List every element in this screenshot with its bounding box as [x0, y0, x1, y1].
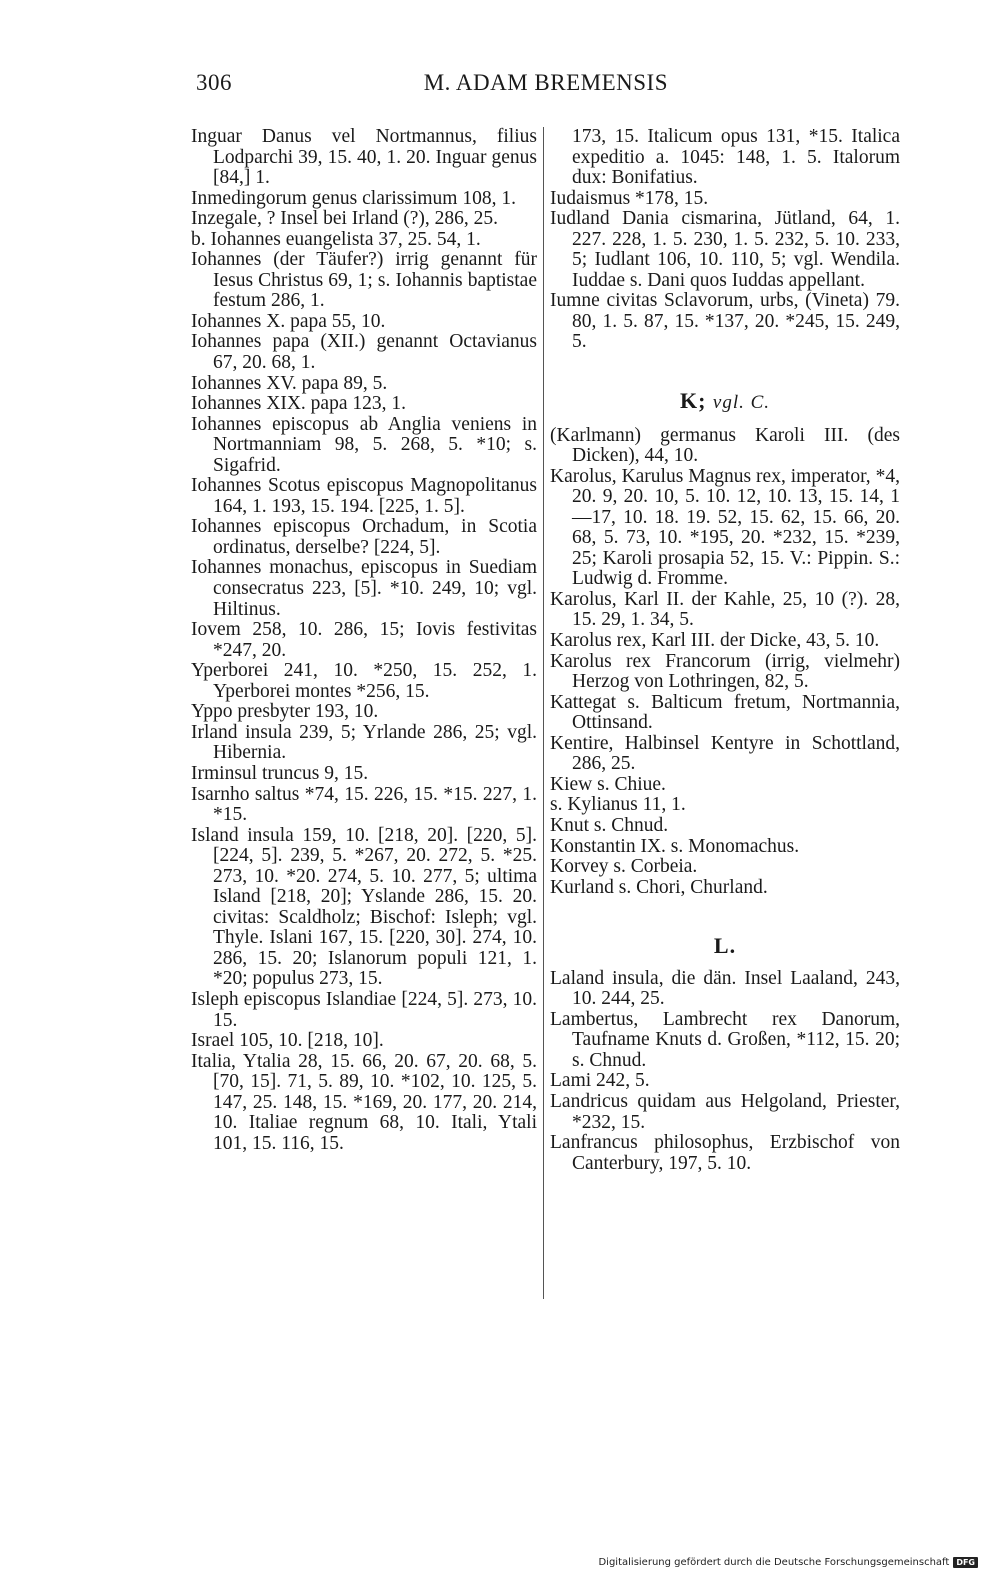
index-entry: Karolus, Karl II. der Kahle, 25, 10 (?). 28, 15. 29, 1. 34, 5.: [550, 588, 900, 631]
index-entry: Laland insula, die dän. Insel Laaland, 243, 10. 244, 25.: [550, 967, 900, 1010]
index-entry: Iohannes papa (XII.) genannt Octavianus 67, 20. 68, 1.: [191, 331, 537, 374]
column-divider: [543, 127, 544, 1299]
index-entry: Kiew s. Chiue.: [550, 773, 666, 795]
index-entry: Island insula 159, 10. [218, 20]. [220, 5]. [224, 5]. 239, 5. *267, 20. 272, 5. *25. 273, 10. *20. 274, 5. 10. 277, 5; ultima Island [218, 20]; Yslande 286, 15. 20. civitas: Scaldholz; Bischof: Isleph; vgl. Thyle. Islani 167, 15. [220, 30]. 274, 10. 286, 15. 20; Islanorum populi 121, 1. *20; populus 273, 15.: [191, 824, 537, 990]
index-entry: Karolus rex Francorum (irrig, vielmehr) Herzog von Lothringen, 82, 5.: [550, 650, 900, 693]
page-number: 306: [196, 70, 232, 95]
index-entry: Iudaismus *178, 15.: [550, 187, 709, 209]
index-entry: Iohannes monachus, episcopus in Suediam consecratus 223, [5]. *10. 249, 10; vgl. Hiltinus.: [191, 557, 537, 620]
index-column-left: [191, 127, 537, 1154]
section-note: vgl. C.: [712, 392, 771, 414]
index-entry: Konstantin IX. s. Monomachus.: [550, 835, 800, 857]
index-entry: Italia, Ytalia 28, 15. 66, 20. 67, 20. 68, 5. [70, 15]. 71, 5. 89, 10. *102, 10. 125, 5. 147, 25. 148, 15. *169, 20. 177, 20. 214, 10. Italiae regnum 68, 10. Itali, Ytali 101, 15. 116, 15.: [191, 1050, 537, 1154]
index-entry: Iumne civitas Sclavorum, urbs, (Vineta) 79. 80, 1. 5. 87, 15. *137, 20. *245, 15. 249, 5.: [550, 290, 900, 353]
section-letter: L.: [713, 933, 737, 959]
index-entry: Inguar Danus vel Nortmannus, filius Lodparchi 39, 15. 40, 1. 20. Inguar genus [84,] 1.: [191, 126, 537, 189]
index-entry: Kurland s. Chori, Churland.: [550, 876, 768, 898]
index-entry: Israel 105, 10. [218, 10].: [191, 1030, 384, 1052]
index-entry: Irminsul truncus 9, 15.: [191, 762, 369, 784]
index-column-right: [550, 127, 900, 1174]
index-entry: Iohannes X. papa 55, 10.: [191, 310, 386, 332]
index-entry: Yperborei 241, 10. *250, 15. 252, 1. Yperborei montes *256, 15.: [191, 660, 537, 702]
index-entry: Iohannes XV. papa 89, 5.: [191, 372, 388, 394]
index-entry: Isarnho saltus *74, 15. 226, 15. *15. 227, 1. *15.: [191, 783, 537, 826]
index-entry: Iohannes episcopus ab Anglia veniens in Nortmanniam 98, 5. 268, 5. *10; s. Sigafrid.: [191, 413, 537, 476]
index-entry: (Karlmann) germanus Karoli III. (des Dicken), 44, 10.: [550, 424, 900, 467]
index-entry: Yppo presbyter 193, 10.: [191, 701, 379, 723]
index-entry: Korvey s. Corbeia.: [550, 856, 698, 878]
index-entry: Karolus rex, Karl III. der Dicke, 43, 5. 10.: [550, 630, 880, 652]
section-letter: K;: [679, 388, 707, 414]
index-entry: Iovem 258, 10. 286, 15; Iovis festivitas *247, 20.: [191, 619, 537, 661]
index-entry: Iudland Dania cismarina, Jütland, 64, 1. 227. 228, 1. 5. 230, 1. 5. 232, 5. 10. 233, 5; Iudlant 106, 10. 110, 5; vgl. Wendila. Iuddae s. Dani quos Iuddas appellant.: [550, 208, 900, 291]
page-header: [196, 70, 668, 106]
section-heading-k: [550, 388, 900, 414]
index-entry-continuation: 173, 15. Italicum opus 131, *15. Italica expeditio a. 1045: 148, 1. 5. Italorum dux: Bonifatius.: [572, 126, 900, 189]
index-entry: Lambertus, Lambrecht rex Danorum, Taufname Knuts d. Großen, *112, 15. 20; s. Chnud.: [550, 1008, 900, 1071]
index-entry: s. Kylianus 11, 1.: [550, 794, 686, 816]
index-entry: Kattegat s. Balticum fretum, Nortmannia, Ottinsand.: [550, 691, 900, 734]
index-entry: Iohannes Scotus episcopus Magnopolitanus 164, 1. 193, 15. 194. [225, 1. 5].: [191, 475, 537, 517]
index-entry: Lanfrancus philosophus, Erzbischof von Canterbury, 197, 5. 10.: [550, 1132, 900, 1174]
section-heading-l: [550, 933, 900, 959]
dfg-logo: DFG: [953, 1557, 978, 1568]
running-title: M. ADAM BREMENSIS: [423, 70, 668, 95]
index-entry: Lami 242, 5.: [550, 1070, 650, 1092]
index-entry: Knut s. Chnud.: [550, 814, 669, 836]
index-entry: Irland insula 239, 5; Yrlande 286, 25; vgl. Hibernia.: [191, 721, 537, 764]
index-entry: Iohannes episcopus Orchadum, in Scotia ordinatus, derselbe? [224, 5].: [191, 516, 537, 558]
index-entry: Inmedingorum genus clarissimum 108, 1.: [191, 187, 516, 209]
index-entry: Kentire, Halbinsel Kentyre in Schottland, 286, 25.: [550, 732, 900, 775]
index-entry: Landricus quidam aus Helgoland, Priester, *232, 15.: [550, 1090, 900, 1133]
index-entry: Karolus, Karulus Magnus rex, imperator, *4, 20. 9, 20. 10, 5. 10. 12, 10. 13, 15. 14, 1—17, 10. 18. 19. 52, 15. 62, 15. 66, 20. 68, 5. 73, 10. *195, 20. *232, 15. *239, 25; Karoli prosapia 52, 15. V.: Pippin. S.: Ludwig d. Fromme.: [550, 465, 900, 590]
footer-credit: Digitalisierung gefördert durch die Deutsche Forschungsgemeinschaft: [598, 1557, 950, 1568]
index-entry: Inzegale, ? Insel bei Irland (?), 286, 25.: [191, 208, 498, 230]
index-entry: Isleph episcopus Islandiae [224, 5]. 273, 10. 15.: [191, 988, 537, 1031]
index-entry: b. Iohannes euangelista 37, 25. 54, 1.: [191, 228, 481, 250]
index-entry: Iohannes XIX. papa 123, 1.: [191, 393, 406, 415]
digitization-footer: [598, 1557, 978, 1568]
index-entry: Iohannes (der Täufer?) irrig genannt für Iesus Christus 69, 1; s. Iohannis baptistae festum 286, 1.: [191, 249, 537, 312]
